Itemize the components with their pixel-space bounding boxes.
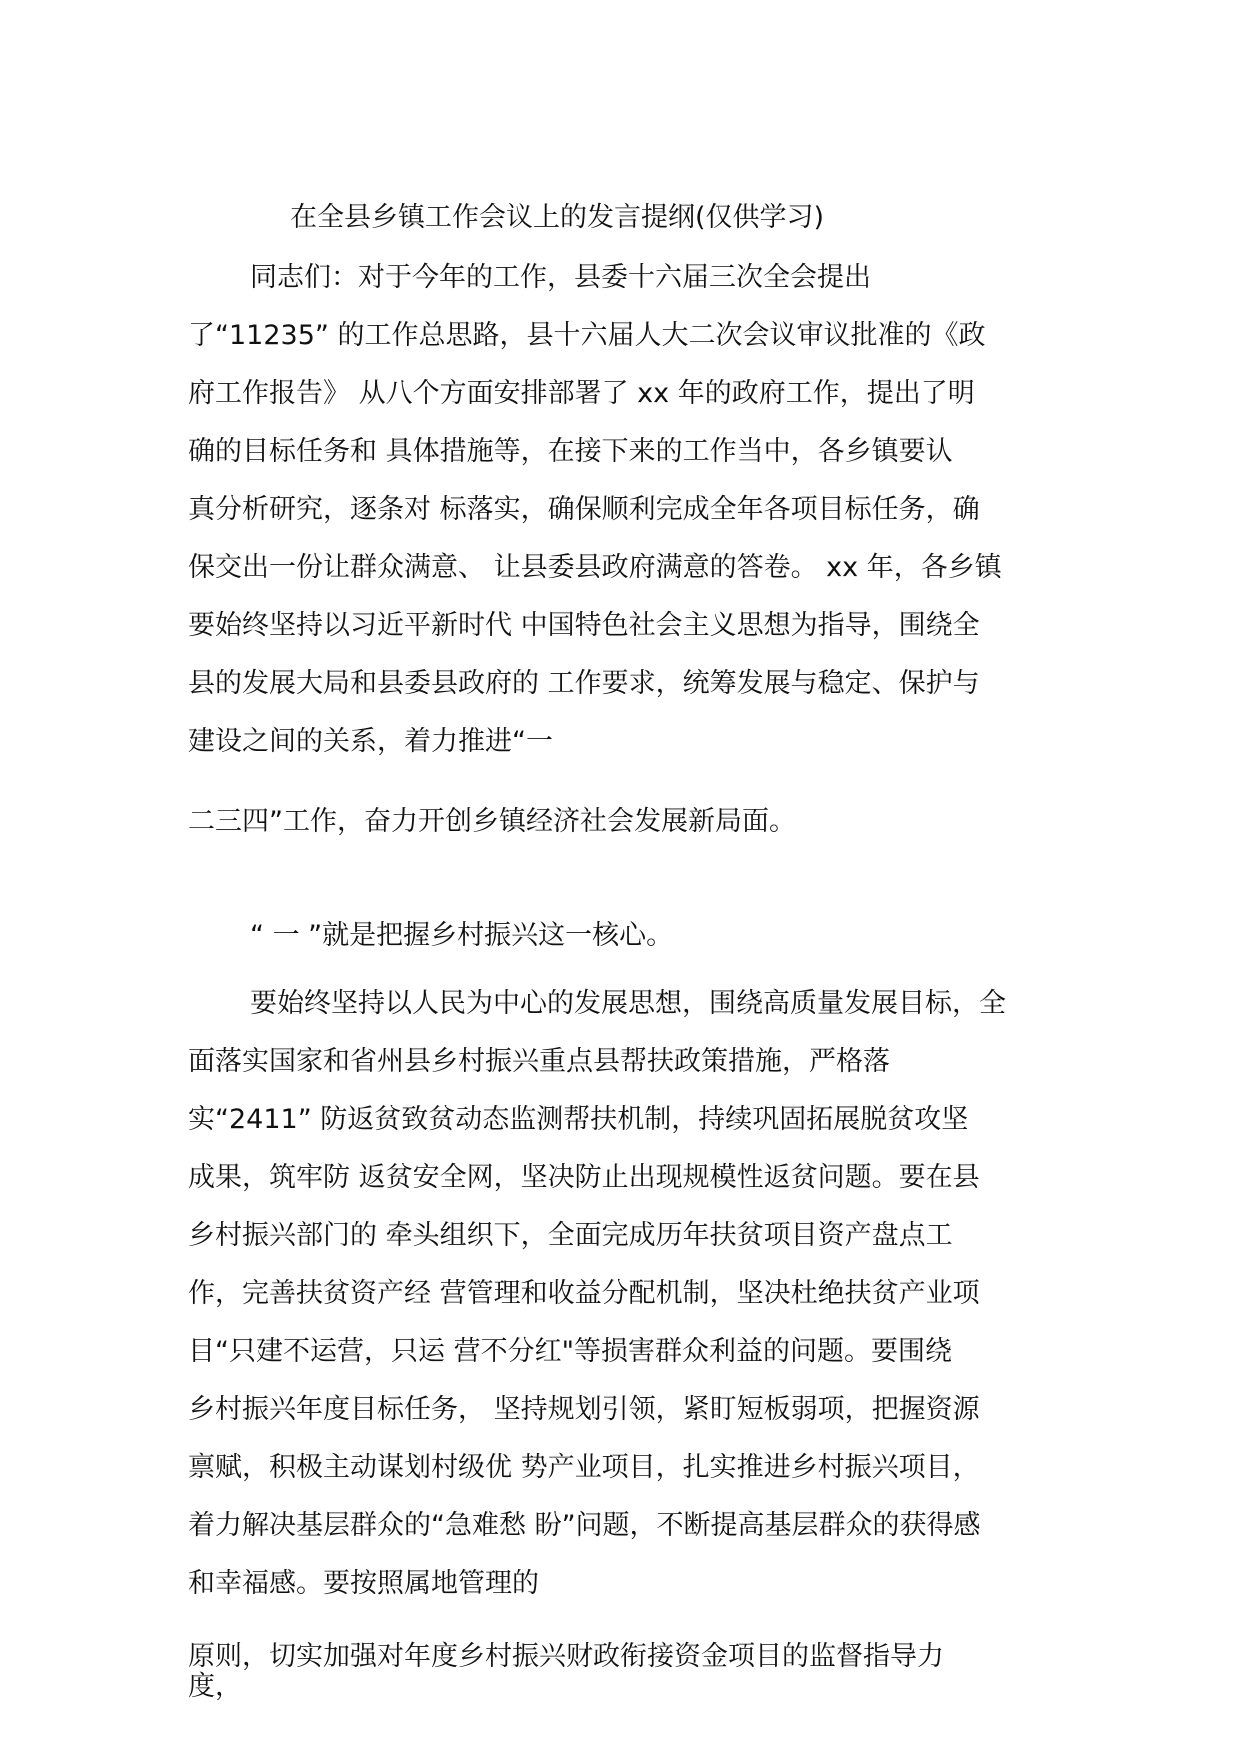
paragraph-line: 府工作报告》 从八个方面安排部署了 xx 年的政府工作，提出了明 bbox=[188, 378, 975, 409]
paragraph-line: 保交出一份让群众满意、 让县委县政府满意的答卷。 xx 年，各乡镇 bbox=[188, 552, 1002, 583]
paragraph-line: 面落实国家和省州县乡村振兴重点县帮扶政策措施，严格落 bbox=[188, 1046, 890, 1077]
paragraph-line: 要始终坚持以人民为中心的发展思想，围绕高质量发展目标，全 bbox=[250, 988, 1006, 1019]
paragraph-line: 乡村振兴部门的 牵头组织下，全面完成历年扶贫项目资产盘点工 bbox=[188, 1220, 953, 1251]
paragraph-line: 真分析研究，逐条对 标落实，确保顺利完成全年各项目标任务，确 bbox=[188, 494, 980, 525]
section-heading: “ 一 ”就是把握乡村振兴这一核心。 bbox=[250, 920, 674, 951]
paragraph-line: 同志们：对于今年的工作，县委十六届三次全会提出 bbox=[250, 262, 871, 293]
paragraph-line: 乡村振兴年度目标任务， 坚持规划引领，紧盯短板弱项，把握资源 bbox=[188, 1394, 980, 1425]
document-title: 在全县乡镇工作会议上的发言提纲(仅供学习) bbox=[290, 202, 825, 233]
paragraph-line: 成果，筑牢防 返贫安全网，坚决防止出现规模性返贫问题。要在县 bbox=[188, 1162, 980, 1193]
paragraph-line: 实“2411” 防返贫致贫动态监测帮扶机制，持续巩固拓展脱贫攻坚 bbox=[188, 1104, 969, 1135]
paragraph-line: 二三四”工作，奋力开创乡镇经济社会发展新局面。 bbox=[188, 806, 796, 837]
paragraph-line: 目“只建不运营，只运 营不分红"等损害群众利益的问题。要围绕 bbox=[188, 1336, 952, 1367]
paragraph-line: 了“11235” 的工作总思路，县十六届人大二次会议审议批准的《政 bbox=[188, 320, 986, 351]
paragraph-line: 要始终坚持以习近平新时代 中国特色社会主义思想为指导，围绕全 bbox=[188, 610, 980, 641]
paragraph-line: 禀赋，积极主动谋划村级优 势产业项目，扎实推进乡村振兴项目， bbox=[188, 1452, 980, 1483]
paragraph-line: 建设之间的关系，着力推进“一 bbox=[188, 726, 553, 757]
paragraph-line: 确的目标任务和 具体措施等，在接下来的工作当中，各乡镇要认 bbox=[188, 436, 953, 467]
paragraph-line: 着力解决基层群众的“急难愁 盼”问题，不断提高基层群众的获得感 bbox=[188, 1510, 981, 1541]
paragraph-line: 和幸福感。要按照属地管理的 bbox=[188, 1568, 539, 1599]
paragraph-line: 县的发展大局和县委县政府的 工作要求，统筹发展与稳定、保护与 bbox=[188, 668, 980, 699]
paragraph-line: 原则，切实加强对年度乡村振兴财政衔接资金项目的监督指导力 bbox=[188, 1641, 944, 1672]
paragraph-line: 作，完善扶贫资产经 营管理和收益分配机制，坚决杜绝扶贫产业项 bbox=[188, 1278, 980, 1309]
paragraph-line: 度， bbox=[188, 1671, 242, 1702]
